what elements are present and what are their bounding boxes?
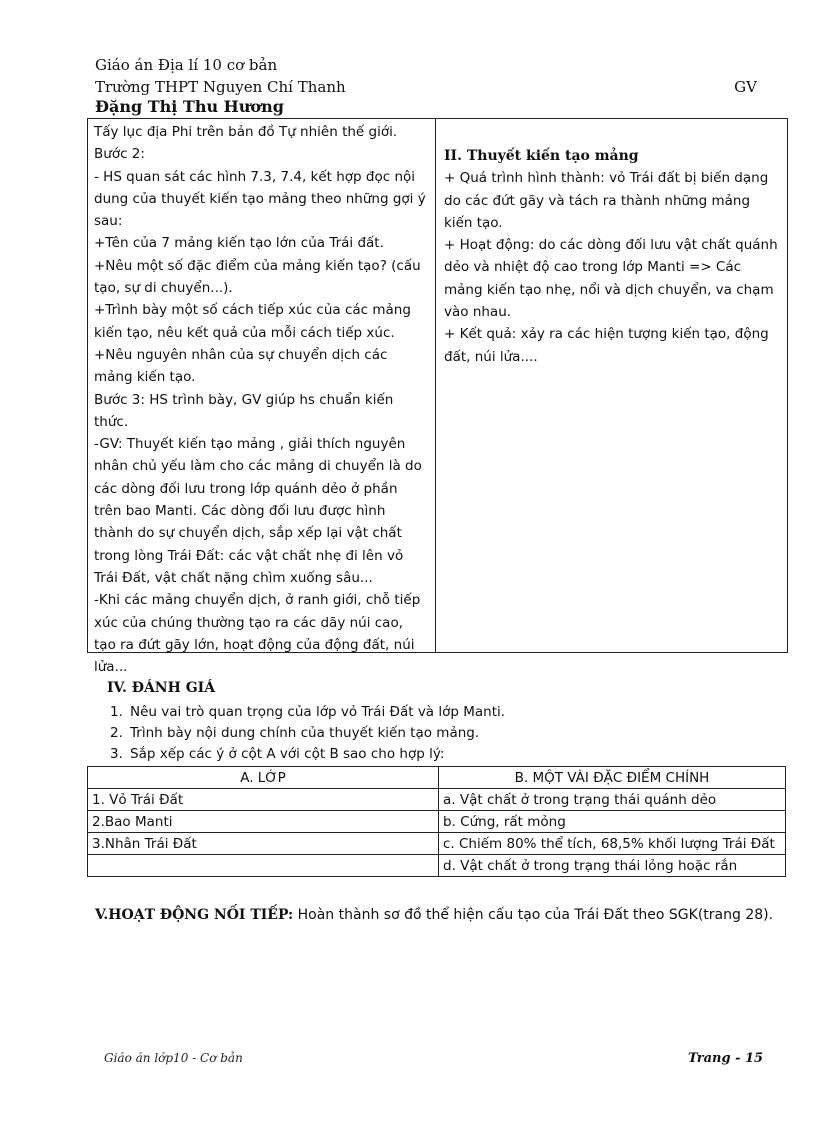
table-row — [88, 789, 786, 811]
column-divider — [435, 119, 436, 652]
activity-line: +Tên của 7 mảng kiến tạo lớn của Trái đất. — [94, 235, 384, 252]
content-heading: II. Thuyết kiến tạo mảng — [444, 148, 639, 164]
activity-line: +Trình bày một số cách tiếp xúc của các mảng kiến tạo, nêu kết quả của mỗi cách tiếp xúc. — [94, 302, 411, 341]
column-a-header: A. LỚP — [88, 767, 439, 789]
table-cell: d. Vật chất ở trong trạng thái lỏng hoặc rắn — [439, 855, 786, 877]
question-item — [110, 702, 505, 723]
follow-up-activity — [95, 907, 773, 923]
table-cell — [88, 855, 439, 877]
footer-left: Giáo án lớp10 - Cơ bản — [104, 1051, 243, 1065]
table-cell: b. Cứng, rất mỏng — [439, 811, 786, 833]
table-row — [88, 833, 786, 855]
follow-up-title: V.HOẠT ĐỘNG NỐI TIẾP: — [95, 907, 294, 923]
question-number: 1. — [110, 704, 123, 720]
activity-line: Bước 3: HS trình bày, GV giúp hs chuẩn kiến thức. — [94, 391, 394, 430]
activity-line: -GV: Thuyết kiến tạo mảng , giải thích nguyên nhân chủ yếu làm cho các mảng di chuyển là do các dòng đối lưu trong lớp quánh dẻo ở phần trên bao Manti. Các dòng đối lưu được hình thành do sự chuyển dịch, sắp xếp lại vật chất trong lòng Trái Đất: các vật chất nhẹ đi lên vỏ Trái Đất, vật chất nặng chìm xuống sâu... — [94, 436, 422, 586]
table-cell: 2.Bao Manti — [88, 811, 439, 833]
table-row — [88, 811, 786, 833]
activity-line: +Nêu nguyên nhân của sự chuyển dịch các mảng kiến tạo. — [94, 346, 388, 386]
activity-line: Tấy lục địa Phi trên bản đồ Tự nhiên thế giới. — [94, 124, 398, 140]
table-cell: 1. Vỏ Trái Đất — [88, 789, 439, 811]
content-item: + Quá trình hình thành: vỏ Trái đất bị biến dạng do các đứt gãy và tách ra thành những mảng kiến tạo. — [444, 170, 769, 231]
activity-line: -Khi các mảng chuyển dịch, ở ranh giới, chỗ tiếp xúc của chúng thường tạo ra các dãy núi cao, tạo ra đứt gãy lớn, hoạt động của động đất, núi lửa... — [94, 592, 421, 676]
activity-column — [94, 121, 428, 678]
content-item: + Hoạt động: do các dòng đối lưu vật chất quánh dẻo và nhiệt độ cao trong lớp Manti => Các mảng kiến tạo nhẹ, nổi và dịch chuyển, va chạm vào nhau. — [444, 237, 778, 321]
content-column — [444, 145, 782, 368]
table-row — [88, 855, 786, 877]
content-item: + Kết quả: xảy ra các hiện tượng kiến tạo, động đất, núi lửa.... — [444, 326, 769, 365]
teacher-name: Đặng Thị Thu Hương — [95, 97, 284, 116]
question-text: Trình bày nội dung chính của thuyết kiến tạo mảng. — [130, 725, 480, 741]
header-school — [95, 78, 757, 96]
activity-line: +Nêu một số đặc điểm của mảng kiến tạo? (cấu tạo, sự di chuyển...). — [94, 257, 421, 297]
section-title-evaluation: IV. ĐÁNH GIÁ — [107, 680, 216, 696]
lesson-table — [87, 118, 788, 676]
column-b-header: B. MỘT VÀI ĐẶC ĐIỂM CHÍNH — [439, 767, 786, 789]
question-item — [110, 723, 505, 744]
table-cell: 3.Nhân Trái Đất — [88, 833, 439, 855]
question-number: 2. — [110, 725, 123, 741]
question-text: Sắp xếp các ý ở cột A với cột B sao cho hợp lý: — [130, 746, 445, 762]
school-name: Trường THPT Nguyen Chí Thanh — [95, 78, 346, 96]
header-subject: Giáo án Địa lí 10 cơ bản — [95, 56, 278, 74]
question-number: 3. — [110, 746, 123, 762]
matching-table — [87, 766, 786, 877]
activity-line: Bước 2: — [94, 146, 145, 163]
page-number: Trang - 15 — [688, 1051, 764, 1066]
gv-label: GV — [734, 78, 757, 96]
question-list — [110, 702, 505, 765]
table-cell: c. Chiếm 80% thể tích, 68,5% khối lượng Trái Đất — [439, 833, 786, 855]
table-header-row — [88, 767, 786, 789]
question-item — [110, 744, 505, 765]
table-cell: a. Vật chất ở trong trạng thái quánh dẻo — [439, 789, 786, 811]
follow-up-text: Hoàn thành sơ đồ thể hiện cấu tạo của Trái Đất theo SGK(trang 28). — [293, 907, 774, 923]
question-text: Nêu vai trò quan trọng của lớp vỏ Trái Đất và lớp Manti. — [130, 704, 506, 720]
activity-line: - HS quan sát các hình 7.3, 7.4, kết hợp đọc nội dung của thuyết kiến tạo mảng theo những gợi ý sau: — [94, 168, 426, 230]
